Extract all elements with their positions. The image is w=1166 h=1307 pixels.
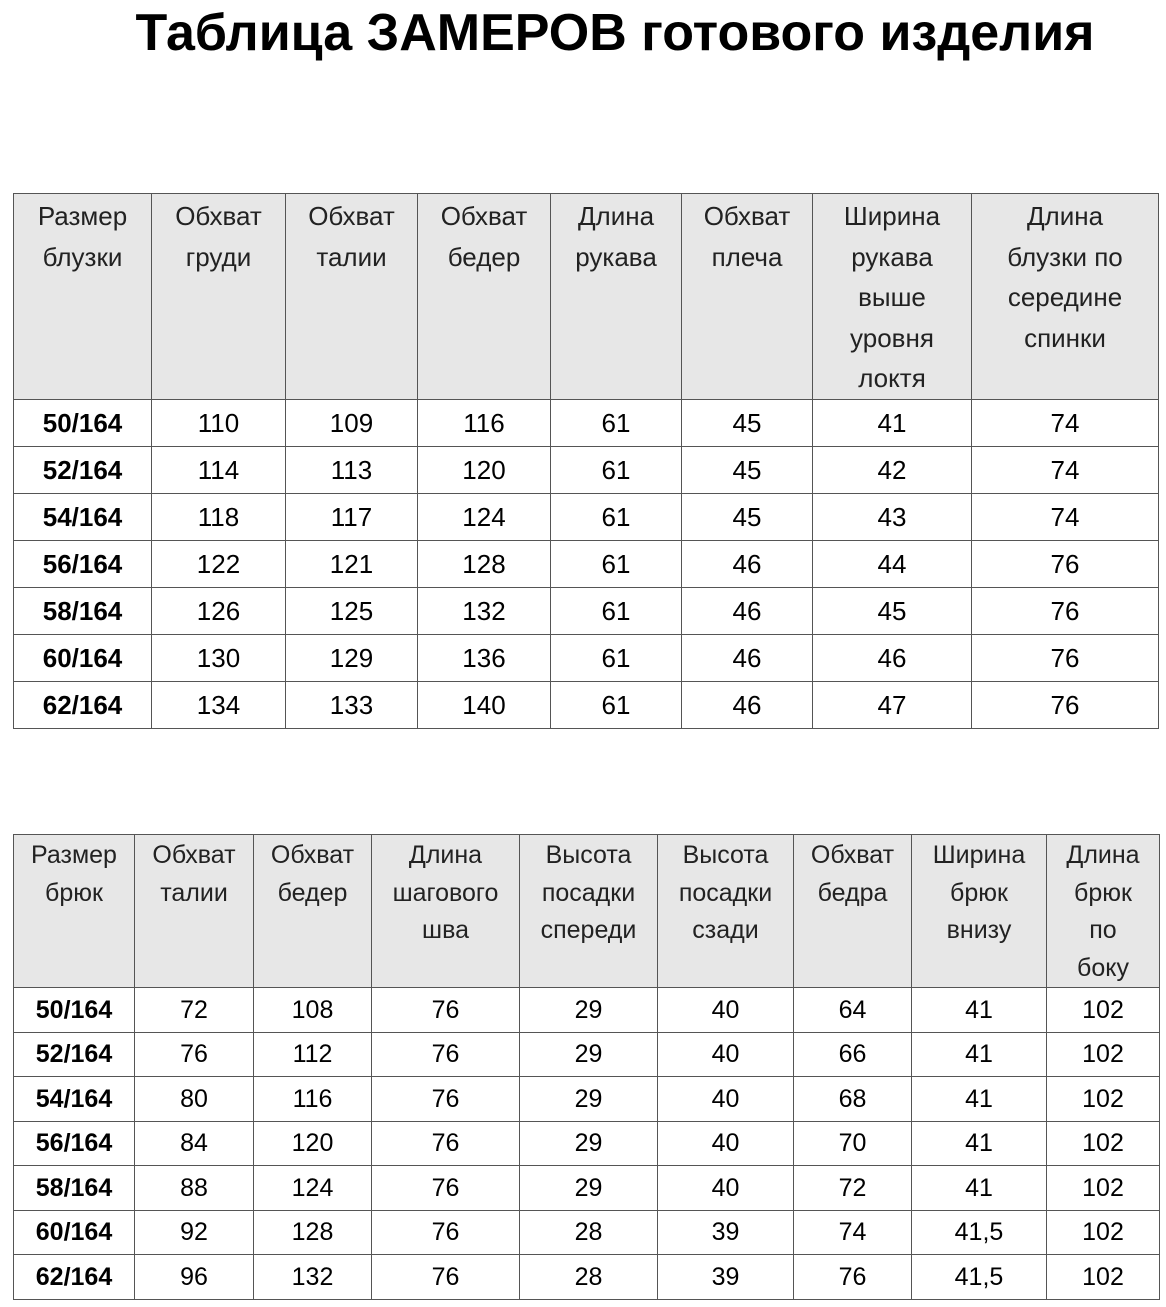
table-cell: 61	[551, 681, 682, 728]
table-cell: 76	[372, 1077, 520, 1122]
table-row	[14, 493, 1159, 540]
table-cell: 140	[418, 681, 551, 728]
table-cell: 40	[658, 1077, 794, 1122]
table-cell: 45	[682, 399, 813, 446]
table-cell: 44	[813, 540, 972, 587]
table-cell: 125	[286, 587, 418, 634]
table-cell: 41	[912, 1166, 1047, 1211]
table-cell: 29	[520, 1121, 658, 1166]
header-line: Длина	[577, 201, 655, 231]
table-row	[14, 1121, 1160, 1166]
table-cell: 102	[1047, 1210, 1160, 1255]
header-line: Обхват	[440, 201, 528, 231]
header-line: уровня	[850, 322, 934, 353]
table-cell: 102	[1047, 1166, 1160, 1211]
size-cell: 58/164	[14, 1166, 135, 1211]
table-cell: 40	[658, 1121, 794, 1166]
header-line: внизу	[946, 916, 1012, 944]
table-cell: 72	[135, 988, 254, 1033]
table-cell: 61	[551, 540, 682, 587]
header-line: брюк	[950, 878, 1008, 907]
table-cell: 76	[972, 681, 1159, 728]
header-cell	[135, 835, 254, 988]
header-cell	[520, 835, 658, 988]
table-cell: 66	[794, 1032, 912, 1077]
table-row	[14, 446, 1159, 493]
header-line: Размер	[37, 201, 128, 231]
table-cell: 124	[254, 1166, 372, 1211]
size-cell: 62/164	[14, 1255, 135, 1300]
table-cell: 76	[372, 1166, 520, 1211]
header-cell	[152, 194, 286, 400]
table-row	[14, 540, 1159, 587]
table-cell: 29	[520, 1077, 658, 1122]
size-cell: 54/164	[14, 493, 152, 540]
header-line: груди	[185, 241, 252, 272]
table-cell: 41,5	[912, 1210, 1047, 1255]
table-cell: 130	[152, 634, 286, 681]
table-row	[14, 587, 1159, 634]
size-cell: 56/164	[14, 540, 152, 587]
table-cell: 41	[912, 988, 1047, 1033]
table-cell: 76	[135, 1032, 254, 1077]
size-cell: 58/164	[14, 587, 152, 634]
table-cell: 109	[286, 399, 418, 446]
header-cell	[658, 835, 794, 988]
table-row	[14, 1032, 1160, 1077]
table-cell: 72	[794, 1166, 912, 1211]
table-cell: 110	[152, 399, 286, 446]
header-cell	[1047, 835, 1160, 988]
table-cell: 29	[520, 1032, 658, 1077]
table-cell: 120	[418, 446, 551, 493]
header-line: брюк	[45, 878, 103, 907]
header-cell	[372, 835, 520, 988]
table-cell: 45	[682, 446, 813, 493]
table-cell: 132	[254, 1255, 372, 1300]
header-line: бедра	[817, 878, 888, 907]
header-cell	[794, 835, 912, 988]
size-cell: 60/164	[14, 634, 152, 681]
header-line: посадки	[678, 878, 773, 907]
table-cell: 129	[286, 634, 418, 681]
table-cell: 133	[286, 681, 418, 728]
header-line: выше	[858, 282, 926, 312]
header-line: Ширина	[843, 201, 941, 231]
table-cell: 41,5	[912, 1255, 1047, 1300]
table-row	[14, 988, 1160, 1033]
table-row	[14, 1166, 1160, 1211]
table-cell: 61	[551, 587, 682, 634]
table-cell: 28	[520, 1255, 658, 1300]
header-line: середине	[1007, 282, 1123, 312]
table-row	[14, 399, 1159, 446]
table-cell: 102	[1047, 988, 1160, 1033]
header-line: блузки по	[1007, 241, 1123, 272]
trousers-measurements-table	[13, 834, 1160, 1300]
header-line: блузки	[42, 241, 123, 272]
header-line: по	[1089, 916, 1117, 944]
header-line: Ширина	[932, 841, 1026, 869]
size-cell: 60/164	[14, 1210, 135, 1255]
size-cell: 52/164	[14, 1032, 135, 1077]
table-cell: 102	[1047, 1121, 1160, 1166]
header-line: Обхват	[270, 841, 355, 869]
header-line: боку	[1077, 953, 1129, 982]
table-cell: 40	[658, 988, 794, 1033]
table-cell: 43	[813, 493, 972, 540]
header-line: спереди	[540, 916, 637, 944]
table-cell: 76	[372, 1210, 520, 1255]
table-cell: 28	[520, 1210, 658, 1255]
table-cell: 68	[794, 1077, 912, 1122]
table-cell: 61	[551, 446, 682, 493]
header-cell	[972, 194, 1159, 400]
size-cell: 54/164	[14, 1077, 135, 1122]
table-cell: 46	[682, 634, 813, 681]
table-cell: 39	[658, 1255, 794, 1300]
table-cell: 41	[912, 1121, 1047, 1166]
table-cell: 47	[813, 681, 972, 728]
table-cell: 76	[372, 1255, 520, 1300]
table-cell: 120	[254, 1121, 372, 1166]
size-cell: 56/164	[14, 1121, 135, 1166]
header-line: Обхват	[308, 201, 395, 231]
table-cell: 45	[813, 587, 972, 634]
header-cell	[813, 194, 972, 400]
header-line: рукава	[851, 241, 933, 272]
header-line: Длина	[1026, 201, 1104, 231]
table-cell: 74	[972, 493, 1159, 540]
size-cell: 52/164	[14, 446, 152, 493]
table-row	[14, 634, 1159, 681]
table-cell: 126	[152, 587, 286, 634]
page-title: Таблица ЗАМЕРОВ готового изделия	[135, 4, 1095, 62]
header-line: шагового	[392, 878, 499, 907]
header-cell	[912, 835, 1047, 988]
table-cell: 76	[972, 587, 1159, 634]
table-cell: 122	[152, 540, 286, 587]
table-cell: 112	[254, 1032, 372, 1077]
table-cell: 76	[794, 1255, 912, 1300]
table-cell: 42	[813, 446, 972, 493]
header-cell	[286, 194, 418, 400]
table-cell: 46	[682, 681, 813, 728]
blouse-measurements-table	[13, 193, 1159, 729]
table-header-row	[14, 194, 1159, 400]
table-cell: 40	[658, 1032, 794, 1077]
header-line: брюк	[1074, 878, 1132, 907]
header-line: Размер	[31, 841, 117, 869]
header-line: Высота	[545, 841, 632, 869]
table-cell: 40	[658, 1166, 794, 1211]
table-cell: 74	[972, 446, 1159, 493]
table-cell: 70	[794, 1121, 912, 1166]
header-cell	[551, 194, 682, 400]
header-line: локтя	[858, 363, 926, 393]
table-row	[14, 1255, 1160, 1300]
table-cell: 45	[682, 493, 813, 540]
header-line: талии	[160, 878, 228, 907]
table-cell: 113	[286, 446, 418, 493]
header-cell	[418, 194, 551, 400]
table-row	[14, 1210, 1160, 1255]
table-cell: 41	[813, 399, 972, 446]
table-cell: 118	[152, 493, 286, 540]
table-cell: 96	[135, 1255, 254, 1300]
table-cell: 61	[551, 634, 682, 681]
table-cell: 121	[286, 540, 418, 587]
table-cell: 29	[520, 1166, 658, 1211]
table-header-row	[14, 835, 1160, 988]
table-cell: 41	[912, 1032, 1047, 1077]
table-cell: 102	[1047, 1077, 1160, 1122]
table-row	[14, 681, 1159, 728]
table-cell: 61	[551, 493, 682, 540]
table-cell: 124	[418, 493, 551, 540]
table-cell: 80	[135, 1077, 254, 1122]
header-line: плеча	[711, 241, 783, 272]
header-line: талии	[316, 241, 387, 272]
header-line: Обхват	[175, 201, 262, 231]
header-line: бедер	[447, 241, 521, 272]
table-row	[14, 1077, 1160, 1122]
header-line: бедер	[277, 878, 348, 907]
header-line: Высота	[682, 841, 769, 869]
header-line: Длина	[408, 841, 483, 869]
table-cell: 88	[135, 1166, 254, 1211]
table-cell: 76	[372, 1121, 520, 1166]
table-cell: 74	[972, 399, 1159, 446]
table-cell: 46	[682, 587, 813, 634]
table-cell: 64	[794, 988, 912, 1033]
size-cell: 62/164	[14, 681, 152, 728]
header-line: посадки	[541, 878, 636, 907]
table-cell: 76	[372, 988, 520, 1033]
table-cell: 84	[135, 1121, 254, 1166]
table-cell: 46	[682, 540, 813, 587]
table-cell: 61	[551, 399, 682, 446]
table-cell: 128	[254, 1210, 372, 1255]
table-cell: 136	[418, 634, 551, 681]
table-cell: 46	[813, 634, 972, 681]
table-cell: 116	[254, 1077, 372, 1122]
table-cell: 134	[152, 681, 286, 728]
header-line: сзади	[692, 916, 759, 944]
header-line: Длина	[1066, 841, 1140, 869]
table-cell: 117	[286, 493, 418, 540]
table-cell: 102	[1047, 1032, 1160, 1077]
header-line: Обхват	[810, 841, 895, 869]
header-line: Обхват	[703, 201, 791, 231]
header-line: рукава	[575, 241, 657, 272]
header-cell	[14, 835, 135, 988]
header-line: спинки	[1024, 322, 1106, 353]
header-line: шва	[422, 916, 469, 944]
table-cell: 116	[418, 399, 551, 446]
table-cell: 132	[418, 587, 551, 634]
size-cell: 50/164	[14, 399, 152, 446]
table-cell: 114	[152, 446, 286, 493]
table-cell: 102	[1047, 1255, 1160, 1300]
header-cell	[14, 194, 152, 400]
table-cell: 108	[254, 988, 372, 1033]
header-cell	[682, 194, 813, 400]
table-cell: 128	[418, 540, 551, 587]
table-cell: 41	[912, 1077, 1047, 1122]
table-cell: 92	[135, 1210, 254, 1255]
header-cell	[254, 835, 372, 988]
size-cell: 50/164	[14, 988, 135, 1033]
table-cell: 76	[372, 1032, 520, 1077]
table-cell: 76	[972, 540, 1159, 587]
table-cell: 74	[794, 1210, 912, 1255]
table-cell: 76	[972, 634, 1159, 681]
table-cell: 39	[658, 1210, 794, 1255]
header-line: Обхват	[152, 841, 236, 869]
table-cell: 29	[520, 988, 658, 1033]
